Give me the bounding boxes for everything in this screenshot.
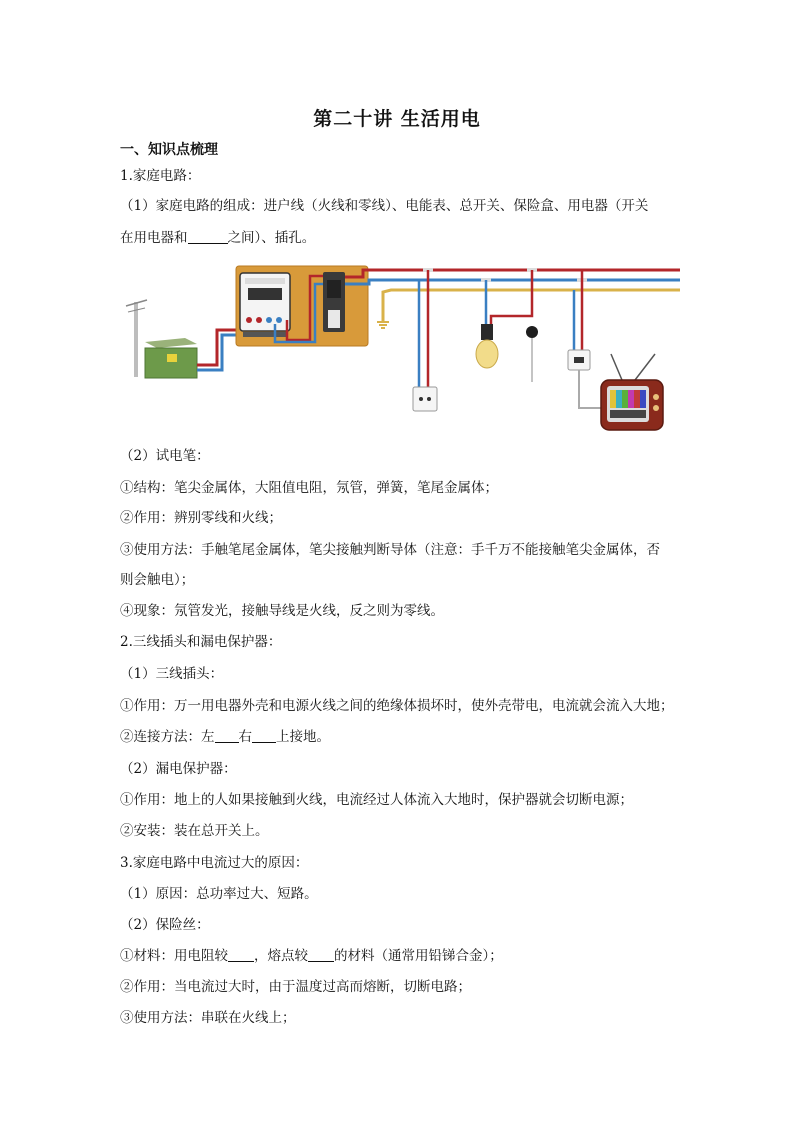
heading-home-circuit: 1.家庭电路： bbox=[120, 168, 201, 184]
overcurrent-reason: （1）原因：总功率过大、短路。 bbox=[120, 886, 318, 902]
fuse-usage: ③使用方法：串联在火线上； bbox=[120, 1010, 296, 1026]
three-wire-plug-connection bbox=[120, 727, 680, 747]
text-fragment: 之间）、插孔。 bbox=[227, 230, 316, 246]
paragraph-circuit-composition-cont bbox=[120, 228, 680, 248]
heading-overcurrent: 3.家庭电路中电流过大的原因： bbox=[120, 855, 309, 871]
television-icon bbox=[601, 354, 663, 430]
text-fragment: ②连接方法：左 bbox=[120, 729, 215, 745]
leakage-protector-install: ②安装：装在总开关上。 bbox=[120, 823, 269, 839]
test-pen-structure: ①结构：笔尖金属体，大阻值电阻，氖管，弹簧，笔尾金属体； bbox=[120, 480, 498, 496]
fill-blank bbox=[188, 229, 228, 244]
paragraph-circuit-composition: （1）家庭电路的组成：进户线（火线和零线）、电能表、总开关、保险盒、用电器（开关 bbox=[120, 198, 649, 214]
page-title: 第二十讲 生活用电 bbox=[313, 108, 481, 130]
heading-test-pen: （2）试电笔： bbox=[120, 448, 210, 464]
leakage-protector-title: （2）漏电保护器： bbox=[120, 761, 237, 777]
electric-meter-icon bbox=[240, 273, 290, 337]
test-pen-function: ②作用：辨别零线和火线； bbox=[120, 510, 282, 526]
main-switch-box bbox=[323, 272, 345, 332]
test-pen-phenomenon: ④现象：氖管发光，接触导线是火线，反之则为零线。 bbox=[120, 603, 444, 619]
fill-blank bbox=[308, 947, 334, 962]
fuse-function: ②作用：当电流过大时，由于温度过高而熔断，切断电路； bbox=[120, 979, 471, 995]
fill-blank bbox=[215, 728, 239, 743]
heading-three-wire-plug: 2.三线插头和漏电保护器： bbox=[120, 634, 282, 650]
text-fragment: 上接地。 bbox=[276, 729, 330, 745]
text-fragment: ①材料：用电阻较 bbox=[120, 948, 228, 964]
text-fragment: 的材料（通常用铅锑合金）； bbox=[334, 948, 503, 964]
light-bulb-icon bbox=[476, 324, 498, 368]
home-circuit-diagram bbox=[125, 262, 680, 434]
fill-blank bbox=[252, 728, 276, 743]
text-fragment: ，熔点较 bbox=[254, 948, 308, 964]
power-pole-icon bbox=[126, 300, 147, 377]
leakage-protector-function: ①作用：地上的人如果接触到火线，电流经过人体流入大地时，保护器就会切断电源； bbox=[120, 792, 633, 808]
three-wire-plug-function: ①作用：万一用电器外壳和电源火线之间的绝缘体损坏时，使外壳带电，电流就会流入大地； bbox=[120, 698, 674, 714]
transformer-icon bbox=[145, 338, 197, 378]
test-pen-usage-cont: 则会触电）； bbox=[120, 572, 195, 588]
three-wire-plug-title: （1）三线插头： bbox=[120, 666, 224, 682]
pull-switch-icon bbox=[526, 326, 538, 382]
ground-icon bbox=[377, 322, 389, 328]
text-fragment: 右 bbox=[238, 729, 252, 745]
switch-icon bbox=[568, 350, 590, 370]
wall-socket-icon bbox=[413, 387, 437, 411]
test-pen-usage: ③使用方法：手触笔尾金属体，笔尖接触判断导体（注意：手千万不能接触笔尖金属体，否 bbox=[120, 542, 660, 558]
fuse-material bbox=[120, 946, 680, 966]
fuse-title: （2）保险丝： bbox=[120, 917, 210, 933]
text-fragment: 在用电器和 bbox=[120, 230, 188, 246]
fill-blank bbox=[228, 947, 254, 962]
section-heading-knowledge: 一、知识点梳理 bbox=[120, 142, 218, 158]
